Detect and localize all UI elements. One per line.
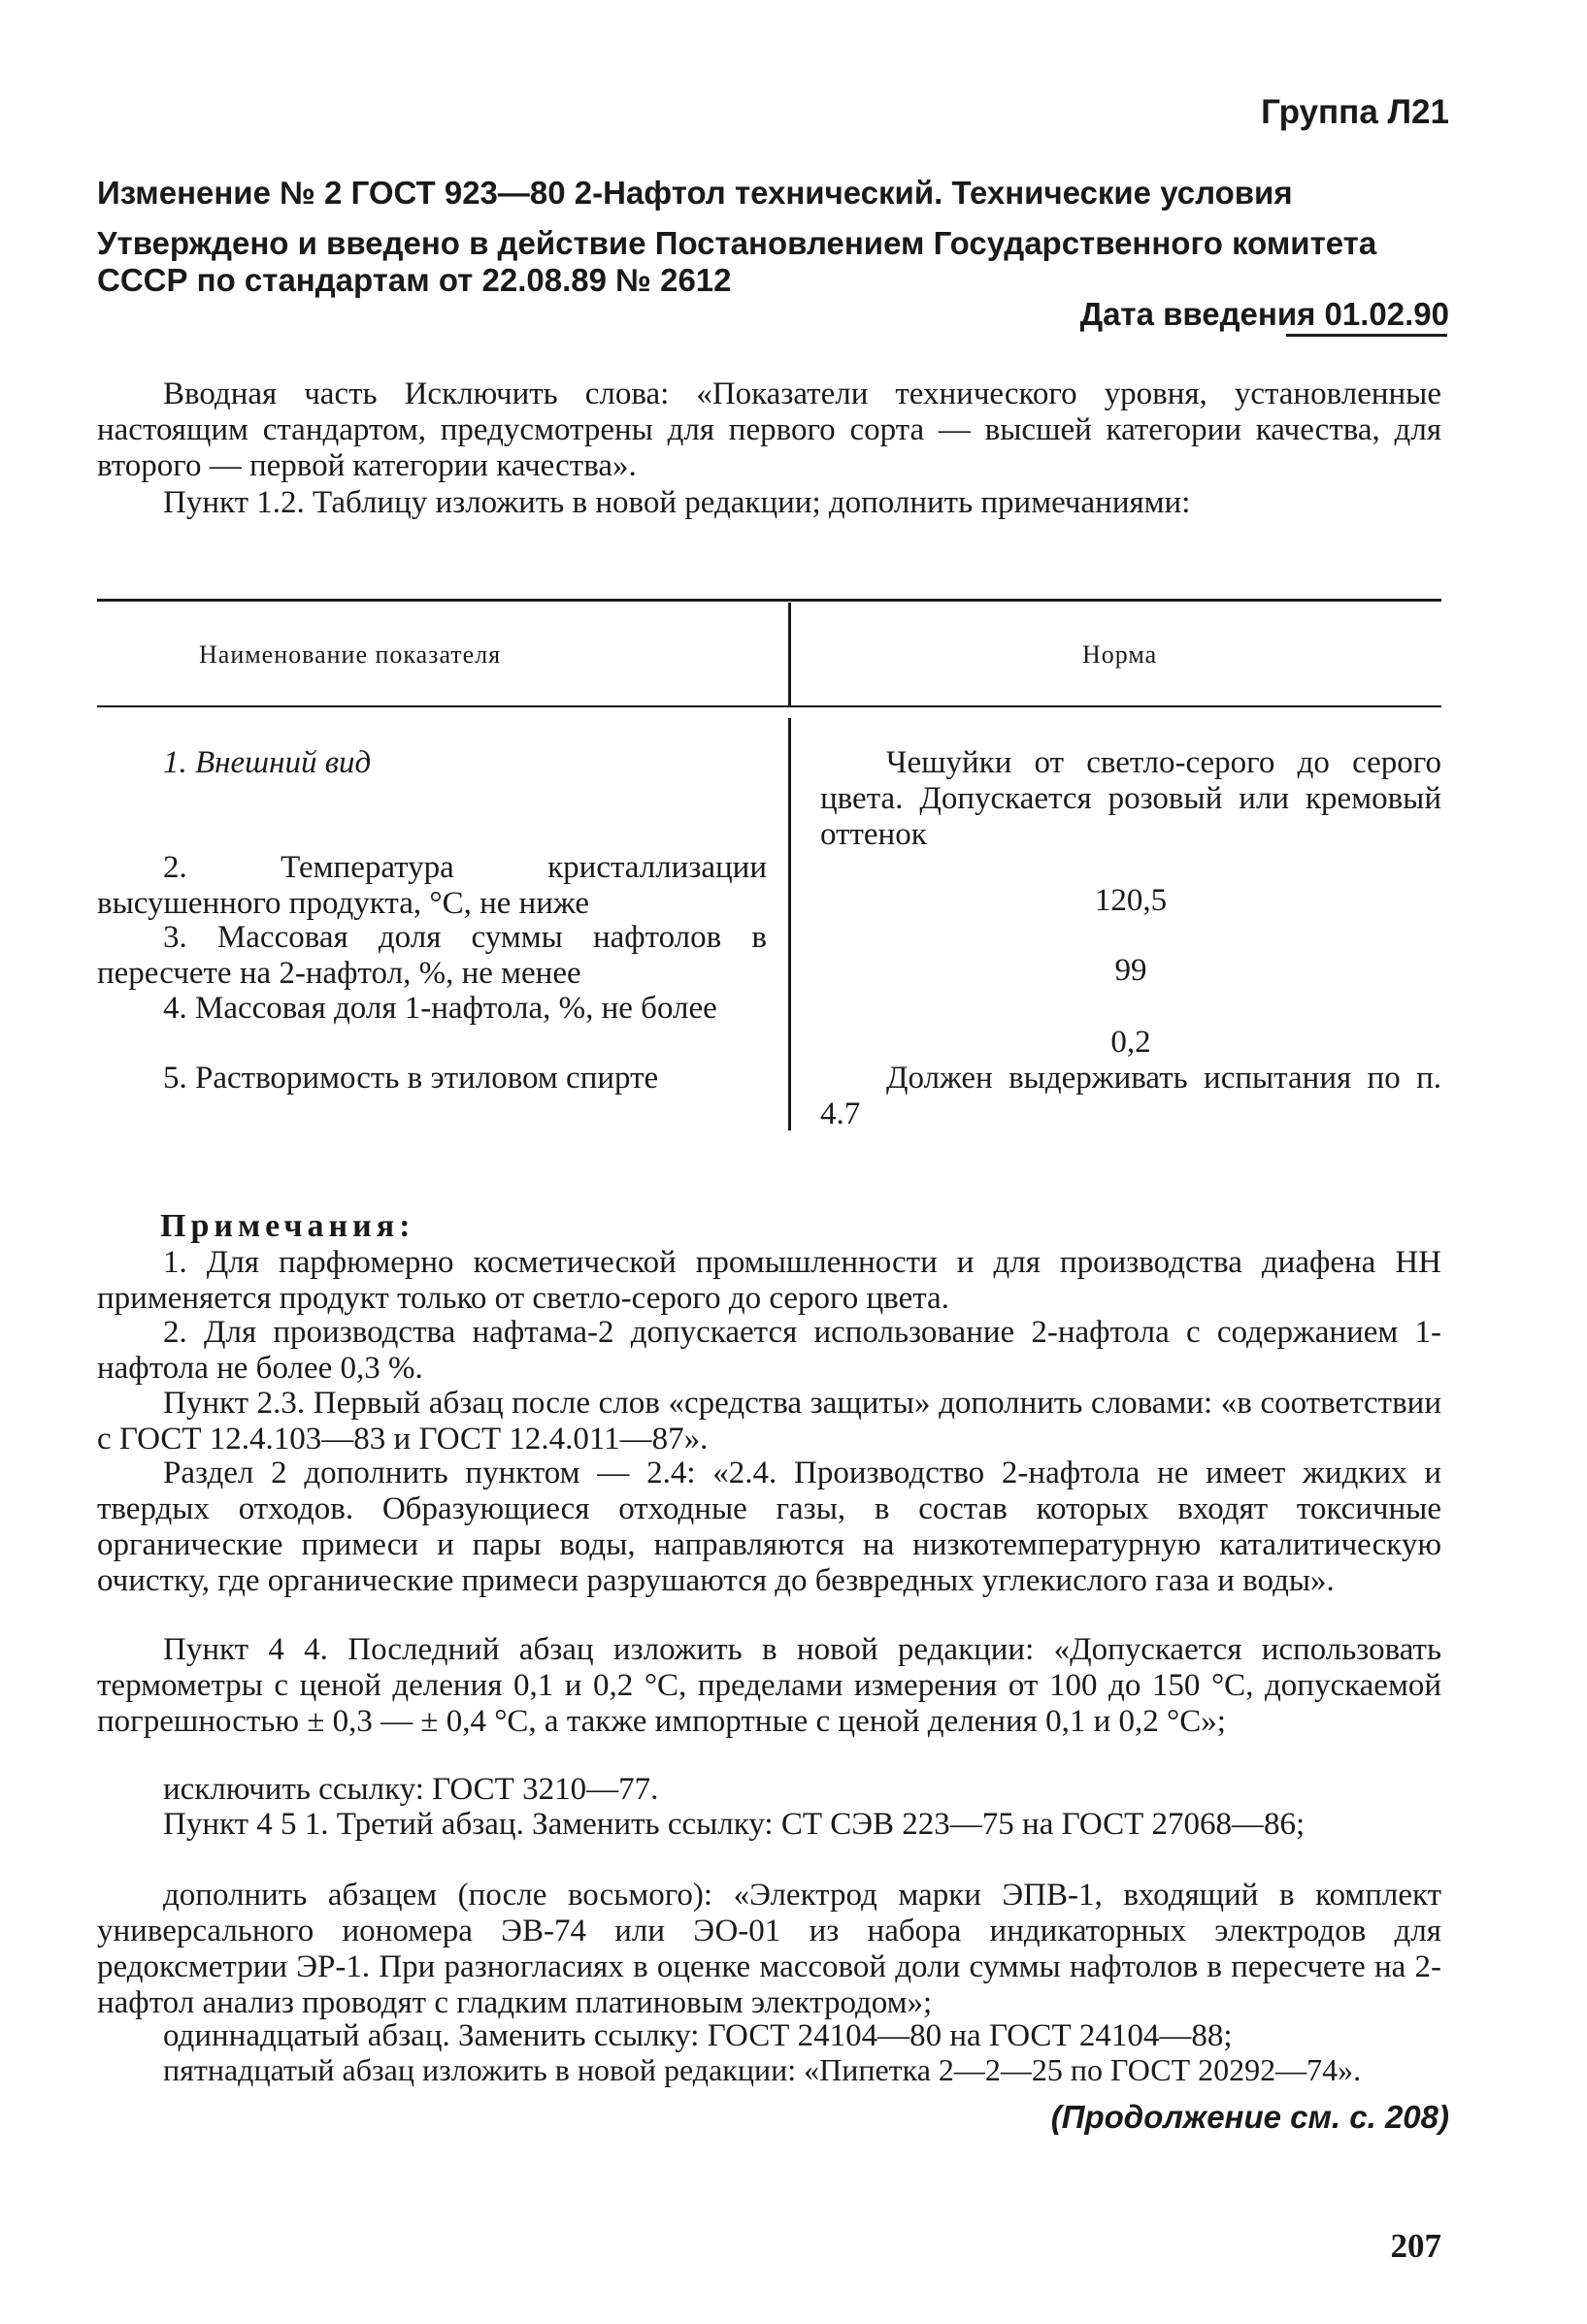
- notes-title: Примечания:: [160, 1208, 415, 1244]
- exclude-reference-line: исключить ссылку: ГОСТ 3210—77.: [163, 1772, 659, 1807]
- add-paragraph-electrode: дополнить абзацем (после восьмого): «Электрод марки ЭПВ-1, входящий в комплект универсального иономера ЭВ-74 или ЭО-01 из набора индикаторных электродов для редоксметрии ЭР-1. При разногласиях в оценке массовой доли суммы нафтолов в пересчете на 2-нафтол анализ проводят с гладким платиновым электродом»;: [97, 1878, 1441, 2020]
- point-4-5-1-paragraph: Пункт 4 5 1. Третий абзац. Заменить ссылку: СТ СЭВ 223—75 на ГОСТ 27068—86;: [163, 1807, 1306, 1842]
- table-top-rule: [97, 599, 1441, 602]
- table-header-rule: [97, 705, 1441, 707]
- table-row-5-name: 5. Растворимость в этиловом спирте: [163, 1061, 659, 1096]
- table-row-2-name: 2. Температура кристаллизации высушенного продукта, °С, не ниже: [97, 850, 767, 921]
- table-body-divider: [788, 718, 791, 1130]
- table-row-5-norm: Должен выдерживать испытания по п. 4.7: [820, 1061, 1441, 1131]
- table-row-2-norm: 120,5: [1094, 883, 1168, 918]
- group-code: Группа Л21: [1261, 93, 1449, 131]
- table-row-4-name: 4. Массовая доля 1-нафтола, %, не более: [163, 991, 717, 1026]
- table-header-divider: [788, 603, 791, 705]
- change-title: Изменение № 2 ГОСТ 923—80 2-Нафтол технический. Технические условия: [97, 175, 1293, 211]
- table-row-3-norm: 99: [1114, 953, 1147, 988]
- table-row-1-norm: Чешуйки от светло-серого до серого цвета. Допускается розовый или кремовый оттенок: [820, 745, 1441, 852]
- note-2: 2. Для производства нафтама-2 допускается использование 2-нафтола с содержанием 1-нафтола не более 0,3 %.: [97, 1315, 1441, 1386]
- point-2-3-paragraph: Пункт 2.3. Первый абзац после слов «средства защиты» дополнить словами: «в соответствии с ГОСТ 12.4.103—83 и ГОСТ 12.4.011—87».: [97, 1386, 1441, 1457]
- section-2-paragraph: Раздел 2 дополнить пунктом — 2.4: «2.4. Производство 2-нафтола не имеет жидких и твердых отходов. Образующиеся отходные газы, в состав которых входят токсичные органические примеси и пары воды, направляются на низкотемпературную каталитическую очистку, где органические примеси разрушаются до безвредных углекислого газа и воды».: [97, 1456, 1441, 1598]
- continuation-note: (Продолжение см. с. 208): [1050, 2099, 1449, 2135]
- point-1-2-paragraph: Пункт 1.2. Таблицу изложить в новой редакции; дополнить примечаниями:: [163, 485, 1191, 520]
- table-row-3-name: 3. Массовая доля суммы нафтолов в пересчете на 2-нафтол, %, не менее: [97, 920, 767, 991]
- point-4-4-paragraph: Пункт 4 4. Последний абзац изложить в новой редакции: «Допускается использовать термометры с ценой деления 0,1 и 0,2 °С, пределами измерения от 100 до 150 °С, допускаемой погрешностью ± 0,3 — ± 0,4 °С, а также импортные с ценой деления 0,1 и 0,2 °С»;: [97, 1632, 1441, 1739]
- eleventh-paragraph-line: одиннадцатый абзац. Заменить ссылку: ГОСТ 24104—80 на ГОСТ 24104—88;: [163, 2018, 1233, 2053]
- table-header-name: Наименование показателя: [199, 640, 502, 669]
- intro-paragraph: Вводная часть Исключить слова: «Показатели технического уровня, установленные настоящим стандартом, предусмотрены для первого сорта — высшей категории качества, для второго — первой категории качества».: [97, 376, 1441, 483]
- table-row-1-name: 1. Внешний вид: [163, 745, 372, 780]
- date-underline: [1286, 334, 1447, 337]
- introduction-date: Дата введения 01.02.90: [1079, 296, 1449, 332]
- fifteenth-paragraph: пятнадцатый абзац изложить в новой редакции: «Пипетка 2—2—25 по ГОСТ 20292—74».: [163, 2052, 1362, 2087]
- approval-statement: Утверждено и введено в действие Постановлением Государственного комитета СССР по стандартам от 22.08.89 № 2612: [97, 225, 1377, 298]
- page-number: 207: [1390, 2227, 1441, 2265]
- table-header-norm: Норма: [1082, 640, 1158, 669]
- table-row-4-norm: 0,2: [1110, 1025, 1151, 1060]
- note-1: 1. Для парфюмерно косметической промышленности и для производства диафена НН применяется продукт только от светло-серого до серого цвета.: [97, 1245, 1441, 1316]
